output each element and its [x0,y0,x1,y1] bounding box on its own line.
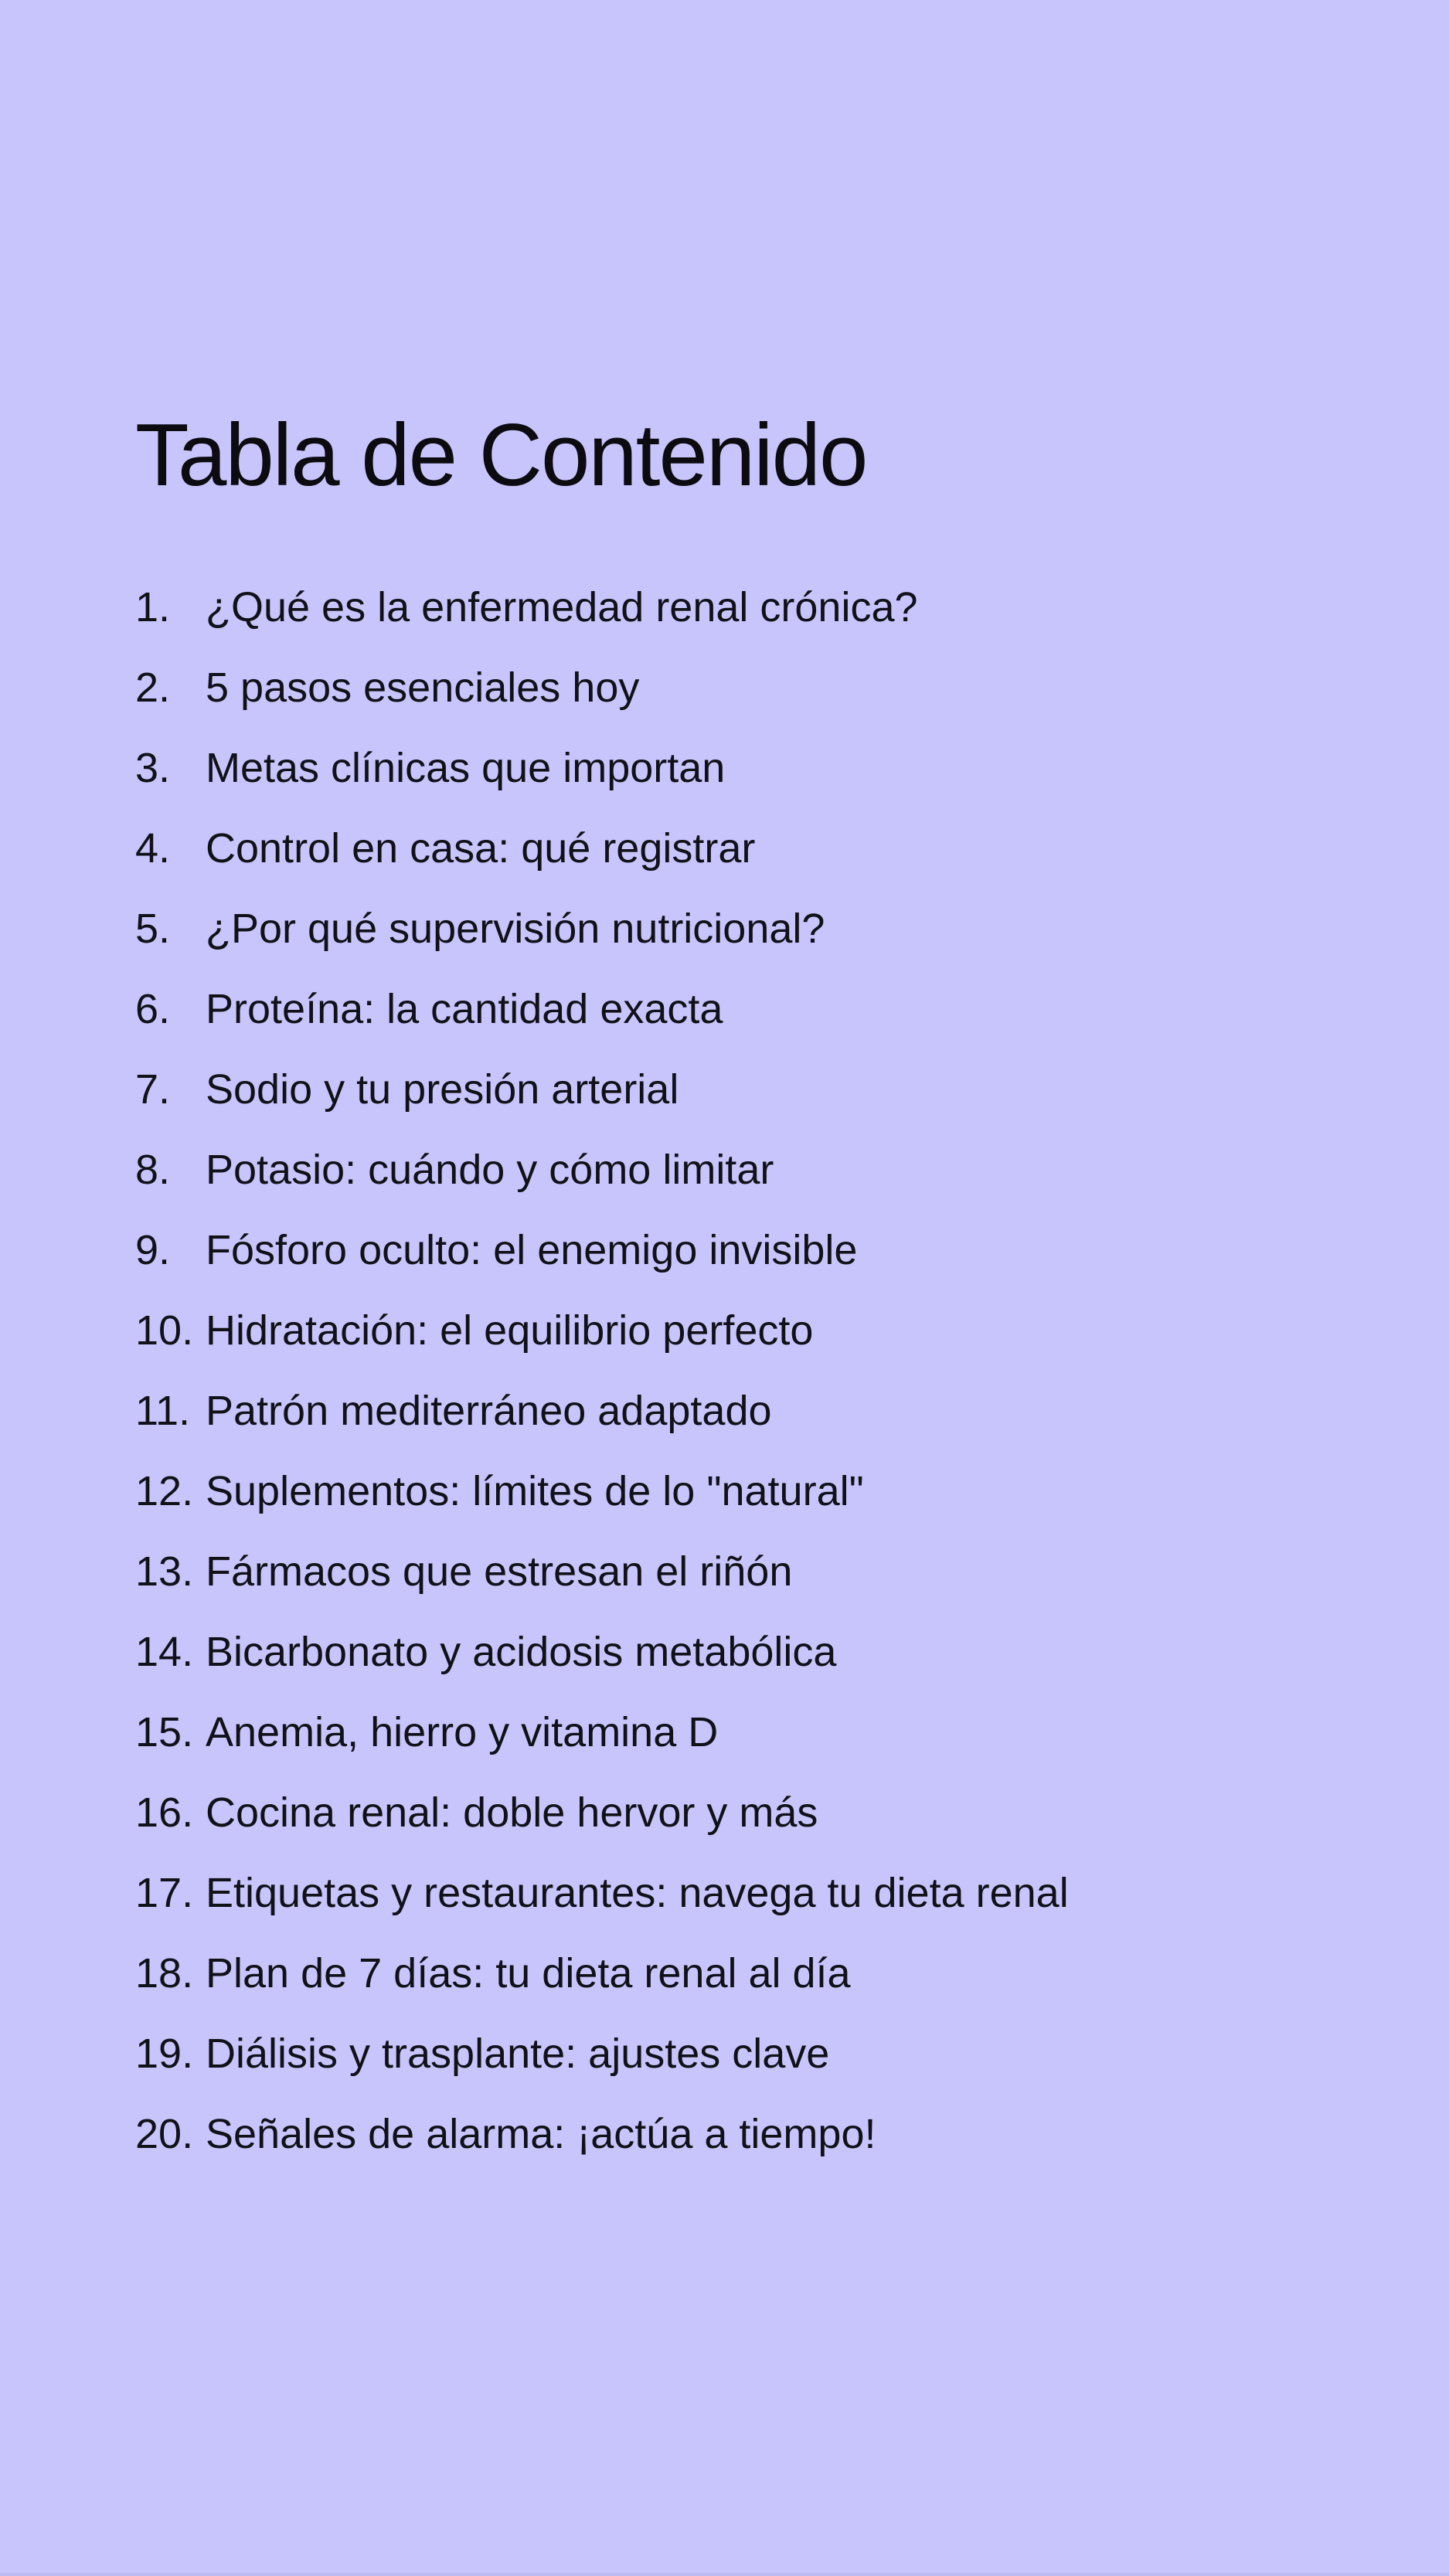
toc-item-10 [135,1290,1069,1371]
toc-item-17 [135,1853,1069,1933]
toc-item-number: 10. [135,1307,194,1354]
toc-item-19 [135,2014,1069,2094]
toc-item-18 [135,1933,1069,2014]
toc-item-label: Metas clínicas que importan [206,745,726,791]
toc-item-number: 2. [135,664,171,711]
toc-item-label: Fósforo oculto: el enemigo invisible [206,1227,858,1273]
toc-item-label: Señales de alarma: ¡actúa a tiempo! [206,2111,876,2157]
toc-item-number: 5. [135,906,171,952]
page-bottom-edge [0,2573,1449,2576]
toc-item-label: Anemia, hierro y vitamina D [206,1709,719,1755]
toc-item-label: Control en casa: qué registrar [206,825,756,872]
toc-item-16 [135,1772,1069,1853]
toc-item-number: 15. [135,1709,194,1755]
toc-item-12 [135,1451,1069,1531]
toc-item-label: Diálisis y trasplante: ajustes clave [206,2031,830,2077]
toc-item-label: Hidratación: el equilibrio perfecto [206,1307,814,1354]
toc-item-13 [135,1531,1069,1612]
toc-item-label: Bicarbonato y acidosis metabólica [206,1629,837,1675]
toc-item-6 [135,969,1069,1049]
toc-item-number: 9. [135,1227,171,1273]
toc-item-label: Fármacos que estresan el riñón [206,1548,793,1595]
page-title: Tabla de Contenido [135,406,867,505]
toc-item-number: 13. [135,1548,194,1595]
toc-item-15 [135,1692,1069,1772]
toc-item-3 [135,728,1069,808]
toc-item-number: 19. [135,2031,194,2077]
toc-item-label: Potasio: cuándo y cómo limitar [206,1147,774,1193]
toc-item-number: 4. [135,825,171,872]
toc-item-number: 20. [135,2111,194,2157]
toc-item-number: 16. [135,1789,194,1836]
toc-item-label: Proteína: la cantidad exacta [206,986,723,1032]
toc-item-5 [135,889,1069,969]
toc-item-label: ¿Por qué supervisión nutricional? [206,906,825,952]
toc-item-number: 1. [135,584,171,630]
toc-item-number: 17. [135,1870,194,1916]
toc-item-20 [135,2094,1069,2174]
toc-item-4 [135,808,1069,889]
toc-item-label: Etiquetas y restaurantes: navega tu dieta renal [206,1870,1069,1916]
toc-item-number: 7. [135,1066,171,1113]
toc-item-label: ¿Qué es la enfermedad renal crónica? [206,584,918,630]
toc-item-1 [135,567,1069,647]
toc-item-number: 11. [135,1388,191,1434]
toc-item-number: 8. [135,1147,171,1193]
toc-item-number: 3. [135,745,171,791]
toc-item-label: Sodio y tu presión arterial [206,1066,679,1113]
toc-item-number: 14. [135,1629,194,1675]
toc-item-11 [135,1371,1069,1451]
toc-item-number: 6. [135,986,171,1032]
table-of-contents-list [135,567,1069,2174]
toc-item-label: Suplementos: límites de lo "natural" [206,1468,864,1514]
toc-item-label: Cocina renal: doble hervor y más [206,1789,818,1836]
toc-item-7 [135,1049,1069,1130]
toc-item-2 [135,647,1069,728]
toc-item-label: Patrón mediterráneo adaptado [206,1388,772,1434]
toc-item-number: 18. [135,1950,194,1997]
toc-item-8 [135,1130,1069,1210]
toc-item-number: 12. [135,1468,194,1514]
toc-item-14 [135,1612,1069,1692]
toc-item-9 [135,1210,1069,1290]
toc-item-label: Plan de 7 días: tu dieta renal al día [206,1950,851,1997]
toc-item-label: 5 pasos esenciales hoy [206,664,640,711]
